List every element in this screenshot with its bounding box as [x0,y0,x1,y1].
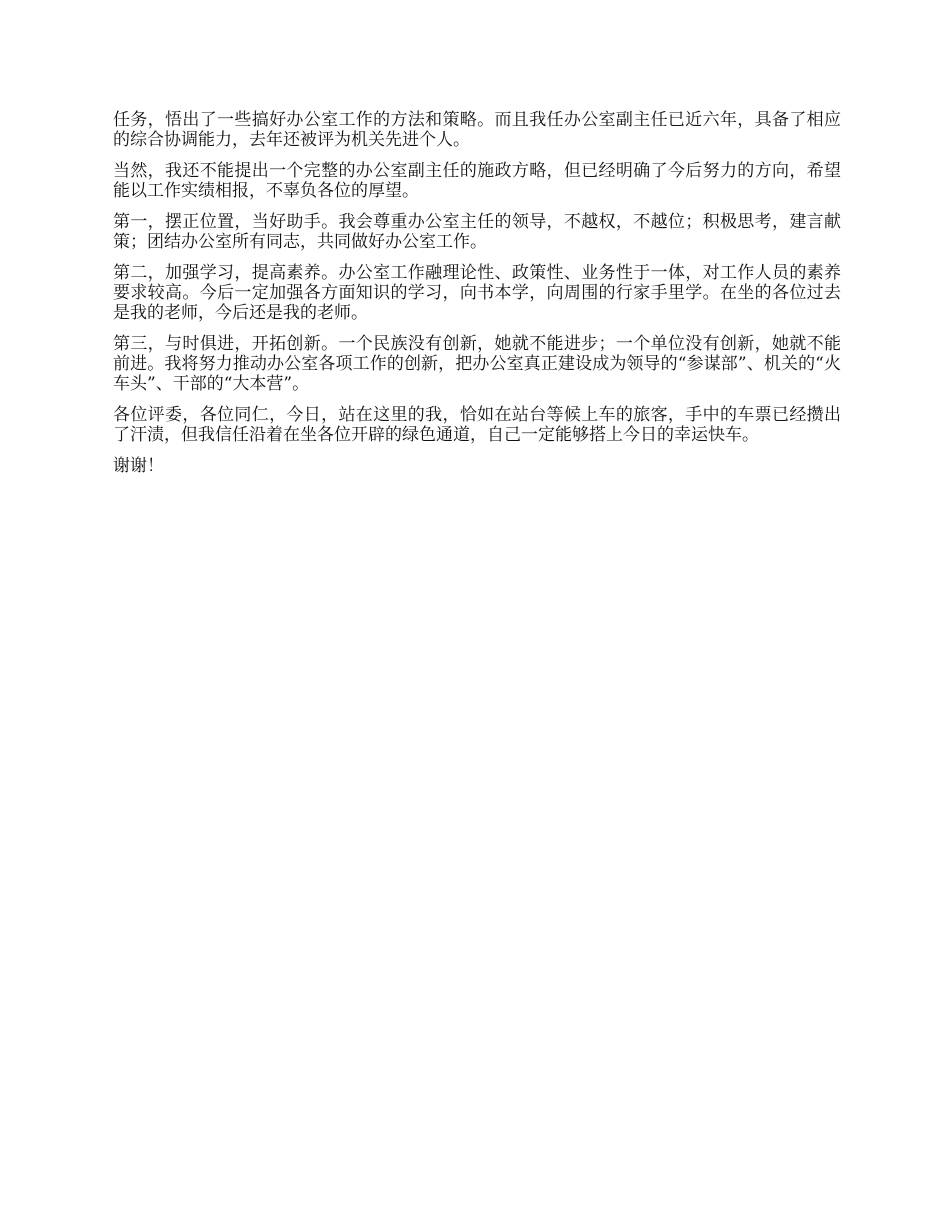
paragraph-6: 各位评委，各位同仁，今日，站在这里的我，恰如在站台等候上车的旅客，手中的车票已经攒出了汗渍，但我信任沿着在坐各位开辟的绿色通道，自己一定能够搭上今日的幸运快车。 [113,405,841,445]
closing-thanks: 谢谢！ [113,456,164,476]
document-body [113,110,841,487]
paragraph-5: 第三，与时俱进，开拓创新。一个民族没有创新，她就不能进步；一个单位没有创新，她就不能前进。我将努力推动办公室各项工作的创新，把办公室真正建设成为领导的“参谋部”、机关的“火车头”、干部的“大本营”。 [113,334,841,394]
paragraph-3: 第一，摆正位置，当好助手。我会尊重办公室主任的领导，不越权，不越位；积极思考，建言献策；团结办公室所有同志，共同做好办公室工作。 [113,212,841,252]
paragraph-2: 当然，我还不能提出一个完整的办公室副主任的施政方略，但已经明确了今后努力的方向，希望能以工作实绩相报，不辜负各位的厚望。 [113,161,841,201]
paragraph-4: 第二，加强学习，提高素养。办公室工作融理论性、政策性、业务性于一体，对工作人员的素养要求较高。今后一定加强各方面知识的学习，向书本学，向周围的行家手里学。在坐的各位过去是我的老师，今后还是我的老师。 [113,263,841,323]
paragraph-1: 任务，悟出了一些搞好办公室工作的方法和策略。而且我任办公室副主任已近六年，具备了相应的综合协调能力，去年还被评为机关先进个人。 [113,110,841,150]
